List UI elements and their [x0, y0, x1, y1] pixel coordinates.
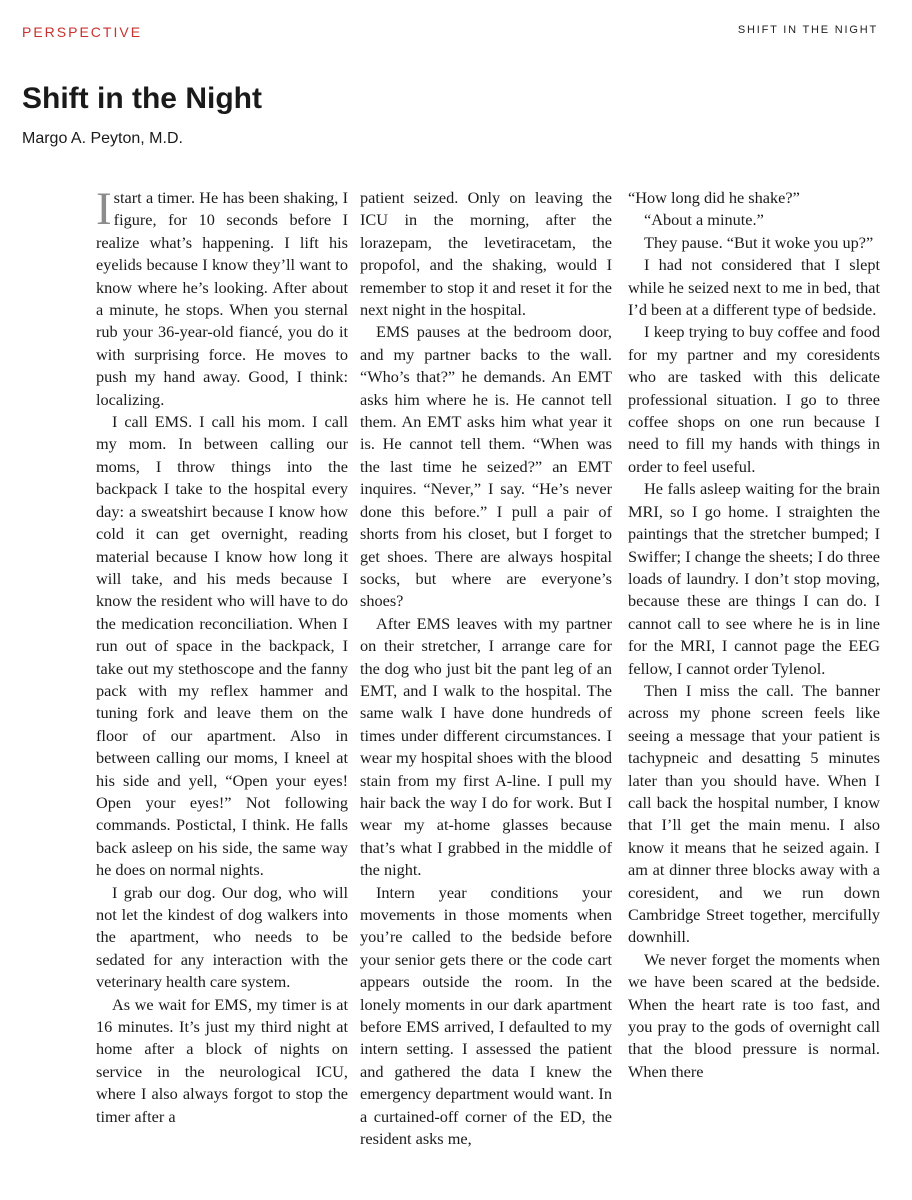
paragraph: As we wait for EMS, my timer is at 16 minutes. It’s just my third night at home after a block of nights on service in the neurological ICU, where I also always forgot to stop the timer after a [96, 994, 348, 1126]
paragraph-text: start a timer. He has been shaking, I figure, for 10 seconds before I realize what’s happening. I lift his eyelids because I know they’ll want to know where he’s looking. After about a minute, he stops. When you sternal rub your 36-year-old fiancé, you do it with surprising force. He moves to push my hand away. Good, I think: localizing. [96, 188, 348, 409]
paragraph: EMS pauses at the bedroom door, and my partner backs to the wall. “Who’s that?” he demands. An EMT asks him where he is. He cannot tell them. An EMT asks him what year it is. He cannot tell them. “When was the last time he seized?” an EMT inquires. “Never,” I say. “He’s never done this before.” I pull a pair of shorts from his closet, but I forget to get shoes. There are always hospital socks, but where are everyone’s shoes? [360, 322, 612, 611]
paragraph: “How long did he shake?” [628, 188, 800, 207]
paragraph: I grab our dog. Our dog, who will not let the kindest of dog walkers into the apartment, who needs to be sedated for any interaction with the veterinary health care system. [96, 882, 348, 992]
paragraph [96, 187, 348, 411]
article-body [0, 187, 912, 1200]
paragraph: “About a minute.” [644, 210, 764, 230]
article-author: Margo A. Peyton, M.D. [22, 130, 183, 147]
paragraph: They pause. “But it woke you up?” [644, 232, 874, 252]
paragraph: We never forget the moments when we have been scared at the bedside. When the heart rate is too fast, and you pray to the gods of overnight call that the blood pressure is normal. When there [628, 949, 880, 1081]
article-title: Shift in the Night [22, 82, 262, 115]
paragraph: After EMS leaves with my partner on their stretcher, I arrange care for the dog who just bit the pant leg of an EMT, and I walk to the hospital. The same walk I have done hundreds of times under different circumstances. I wear my hospital shoes with the blood stain from my first A-line. I pull my hair back the way I do for work. But I wear my at-home glasses because that’s what I grabbed in the middle of the night. [360, 613, 612, 880]
paragraph: I had not considered that I slept while he seized next to me in bed, that I’d been at a different type of bedside. [628, 255, 880, 320]
paragraph: patient seized. Only on leaving the ICU in the morning, after the lorazepam, the levetiracetam, the propofol, and the shaking, would I remember to stop it and reset it for the next night in the hospital. [360, 188, 612, 320]
section-label: PERSPECTIVE [22, 24, 143, 40]
column-2 [360, 187, 612, 1150]
column-1 [96, 187, 348, 1128]
paragraph: Then I miss the call. The banner across my phone screen feels like seeing a message that your patient is tachypneic and desatting 5 minutes later than you should have. When I call back the hospital number, I know that I’ll get the main menu. I also know it means that he seized again. I am at dinner three blocks away with a coresident, and we run down Cambridge Street together, mercifully downhill. [628, 680, 880, 947]
paragraph: I keep trying to buy coffee and food for my partner and my coresidents who are tasked with this delicate professional situation. I go to three coffee shops on one run because I need to fill my hands with things in order to feel useful. [628, 322, 880, 476]
paragraph: He falls asleep waiting for the brain MRI, so I go home. I straighten the paintings that the stretcher bumped; I Swiffer; I change the sheets; I do three loads of laundry. I don’t stop moving, because these are things I can do. I cannot call to see where he is in line for the MRI, I cannot page the EEG fellow, I cannot order Tylenol. [628, 479, 880, 678]
column-3 [628, 187, 880, 1083]
running-head: SHIFT IN THE NIGHT [737, 24, 878, 36]
drop-cap: I [96, 187, 112, 235]
paragraph: I call EMS. I call his mom. I call my mom. In between calling our moms, I throw things into the backpack I take to the hospital every day: a sweatshirt because I know how cold it can get overnight, reading material because I know how long it will take, and his meds because I know the resident who will have to do the medication reconciliation. When I run out of space in the backpack, I take out my stethoscope and the fanny pack with my reflex hammer and tuning fork and leave them on the floor of our apartment. Also in between calling our moms, I kneel at his side and yell, “Open your eyes! Open your eyes!” Not following commands. Postictal, I think. He falls back asleep on his side, the same way he does on normal nights. [96, 412, 348, 880]
paragraph: Intern year conditions your movements in those moments when you’re called to the bedside before your senior gets there or the code cart appears outside the room. In the lonely moments in our dark apartment before EMS arrived, I defaulted to my intern setting. I assessed the patient and gathered the data I knew the emergency department would want. In a curtained-off corner of the ED, the resident asks me, [360, 882, 612, 1149]
